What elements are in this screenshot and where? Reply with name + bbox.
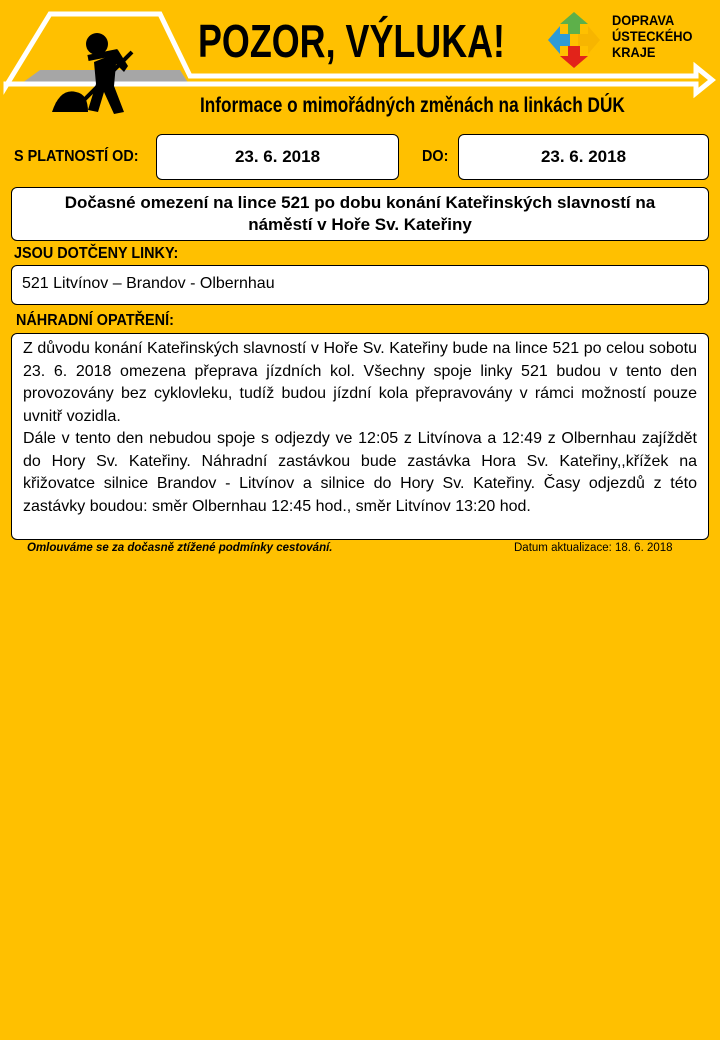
affected-lines-label: JSOU DOTČENY LINKY:	[14, 245, 179, 262]
affected-lines-value: 521 Litvínov – Brandov - Olbernhau	[22, 275, 275, 292]
valid-to-label: DO:	[422, 148, 449, 165]
brand-name	[612, 13, 693, 61]
page-subtitle: Informace o mimořádných změnách na linkách DÚK	[200, 94, 625, 117]
measures-label: NÁHRADNÍ OPATŘENÍ:	[16, 312, 174, 329]
measures-box	[11, 333, 709, 540]
valid-from-label: S PLATNOSTÍ OD:	[14, 148, 139, 165]
page-title: POZOR, VÝLUKA!	[198, 15, 505, 67]
brand-line: DOPRAVA	[612, 13, 675, 28]
measures-paragraph: Z důvodu konání Kateřinských slavností v Hoře Sv. Kateřiny bude na lince 521 po celou sobotu 23. 6. 2018 omezena přeprava jízdních kol. Všechny spoje linky 521 budou v tento den provozovány bez cyklovleku, tudíž budou jízdní kola přepravovány v rámci možností pouze uvnitř vozidla.	[23, 340, 697, 425]
notice-title: Dočasné omezení na lince 521 po dobu konání Kateřinských slavností na náměstí v Hoře Sv. Kateřiny	[64, 193, 656, 234]
notice-title-box	[11, 187, 709, 241]
update-date: Datum aktualizace: 18. 6. 2018	[514, 542, 673, 554]
header	[0, 0, 720, 130]
valid-to-box	[458, 134, 709, 180]
apology-note: Omlouváme se za dočasně ztížené podmínky cestování.	[27, 542, 333, 554]
valid-to-value: 23. 6. 2018	[540, 147, 627, 166]
measures-paragraph: Dále v tento den nebudou spoje s odjezdy ve 12:05 z Litvínova a 12:49 z Olbernhau zajíždět do Hory Sv. Kateřiny. Náhradní zastávkou bude zastávka Hora Sv. Kateřiny,,křížek na křižovatce silnice Brandov - Litvínov a silnice do Hory Sv. Kateřiny. Časy odjezdů z této zastávky boudou: směr Olbernhau 12:45 hod., směr Litvínov 13:20 hod.	[23, 430, 697, 515]
brand-line: ÚSTECKÉHO	[612, 29, 693, 44]
valid-from-box	[156, 134, 399, 180]
affected-lines-box	[11, 265, 709, 305]
brand-line: KRAJE	[612, 45, 656, 60]
valid-from-value: 23. 6. 2018	[234, 147, 321, 166]
duk-logo-icon	[548, 12, 600, 68]
